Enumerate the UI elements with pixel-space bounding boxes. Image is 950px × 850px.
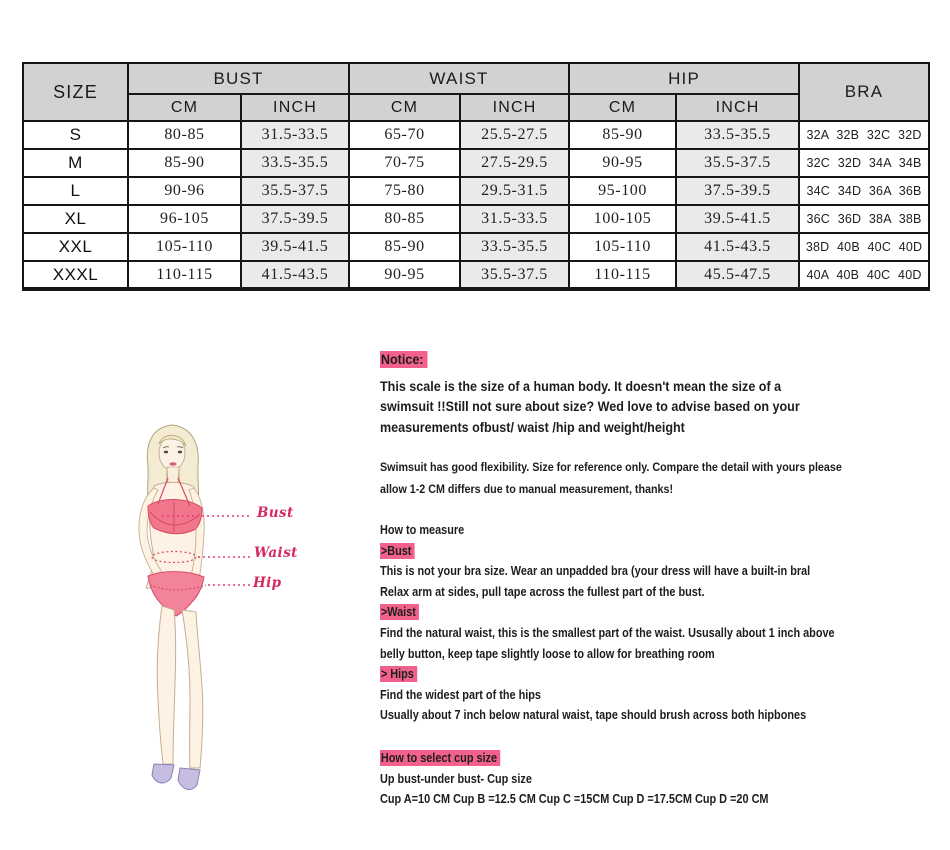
figure-lips [169,462,176,465]
bust-heading [380,541,835,562]
waist-figure-label: Waist [254,545,298,561]
waist-cm-cell: 70-75 [349,149,460,177]
hip-cm-cell: 105-110 [569,233,676,261]
waist-cm-cell: 85-90 [349,233,460,261]
waist-cm-cell: 80-85 [349,205,460,233]
measurement-figure-illustration [112,420,348,820]
bust-inch-cell: 37.5-39.5 [241,205,349,233]
hip-cm-cell: 100-105 [569,205,676,233]
waist-inch-cell: 25.5-27.5 [460,121,569,149]
bra-header: BRA [799,63,929,121]
waist-cm-cell: 75-80 [349,177,460,205]
cup-size-line: Up bust-under bust- Cup size [380,771,532,786]
bust-header: BUST [128,63,349,94]
hips-heading [380,664,835,685]
size-chart-table [22,62,930,291]
table-row [23,177,929,205]
hip-cm-cell: 110-115 [569,261,676,289]
header-sub-row [23,94,929,121]
table-row [23,205,929,233]
hip-header: HIP [569,63,799,94]
waist-cm-header: CM [349,94,460,121]
table-row [23,121,929,149]
bra-cell: 40A 40B 40C 40D [799,261,929,289]
waist-instruction-line: Find the natural waist, this is the smallest part of the waist. Ususally about 1 inch above [380,625,835,640]
flexibility-section [380,457,914,500]
waist-inch-cell: 29.5-31.5 [460,177,569,205]
hip-cm-header: CM [569,94,676,121]
flexibility-line: Swimsuit has good flexibility. Size for reference only. Compare the detail with yours please [380,460,842,474]
figure-shoe-right [178,768,200,790]
bra-cell: 32C 32D 34A 34B [799,149,929,177]
waist-inch-cell: 31.5-33.5 [460,205,569,233]
waist-cm-cell: 90-95 [349,261,460,289]
bust-figure-label: Bust [257,505,294,521]
flexibility-line: allow 1-2 CM differs due to manual measurement, thanks! [380,481,674,496]
notice-line: swimsuit !!Still not sure about size? Wed love to advise based on your [380,399,800,415]
notice-line: This scale is the size of a human body. It doesn't mean the size of a [380,378,782,394]
hips-heading-highlight: > Hips [380,666,417,682]
hip-figure-label: Hip [253,575,282,591]
bust-inch-cell: 39.5-41.5 [241,233,349,261]
hip-inch-cell: 41.5-43.5 [676,233,799,261]
figure-neck [167,467,179,483]
bust-cm-cell: 110-115 [128,261,241,289]
hip-inch-cell: 33.5-35.5 [676,121,799,149]
table-row [23,233,929,261]
bust-inch-cell: 41.5-43.5 [241,261,349,289]
figure-bikini-bottom [148,572,204,616]
waist-inch-cell: 27.5-29.5 [460,149,569,177]
waist-inch-cell: 35.5-37.5 [460,261,569,289]
bust-heading-highlight: >Bust [380,543,415,559]
hip-inch-cell: 45.5-47.5 [676,261,799,289]
size-cell: XL [23,205,128,233]
table-row [23,261,929,289]
bust-cm-cell: 96-105 [128,205,241,233]
bust-inch-cell: 35.5-37.5 [241,177,349,205]
hip-inch-cell: 35.5-37.5 [676,149,799,177]
notice-title [380,350,800,371]
bust-cm-cell: 85-90 [128,149,241,177]
notice-section [380,350,831,438]
cup-size-heading [380,748,769,769]
waist-header: WAIST [349,63,569,94]
hip-cm-cell: 85-90 [569,121,676,149]
size-cell: M [23,149,128,177]
bra-cell: 36C 36D 38A 38B [799,205,929,233]
bra-cell: 32A 32B 32C 32D [799,121,929,149]
bust-cm-header: CM [128,94,241,121]
bust-inch-cell: 31.5-33.5 [241,121,349,149]
bra-cell: 38D 40B 40C 40D [799,233,929,261]
notice-line: measurements ofbust/ waist /hip and weight/height [380,419,685,435]
figure-leg-left [157,606,175,764]
size-cell: XXXL [23,261,128,289]
how-to-measure-section [380,520,906,726]
cup-size-line: Cup A=10 CM Cup B =12.5 CM Cup C =15CM Cup D =17.5CM Cup D =20 CM [380,792,769,807]
waist-cm-cell: 65-70 [349,121,460,149]
bra-cell: 34C 34D 36A 36B [799,177,929,205]
hip-cm-cell: 95-100 [569,177,676,205]
size-cell: XXL [23,233,128,261]
hip-inch-header: INCH [676,94,799,121]
bust-cm-cell: 80-85 [128,121,241,149]
size-cell: S [23,121,128,149]
hip-inch-cell: 37.5-39.5 [676,177,799,205]
hips-instruction-line: Usually about 7 inch below natural waist, tape should brush across both hipbones [380,708,807,723]
bust-inch-header: INCH [241,94,349,121]
hips-instruction-line: Find the widest part of the hips [380,687,541,702]
hip-inch-cell: 39.5-41.5 [676,205,799,233]
notice-title-highlight: Notice: [380,351,427,368]
hip-cm-cell: 90-95 [569,149,676,177]
bust-inch-cell: 33.5-35.5 [241,149,349,177]
waist-inch-header: INCH [460,94,569,121]
figure-eye-left [164,451,168,454]
header-group-row [23,63,929,94]
bust-cm-cell: 105-110 [128,233,241,261]
cup-size-heading-highlight: How to select cup size [380,750,501,766]
bust-instruction-line: This is not your bra size. Wear an unpadded bra (your dress will have a built-in bral [380,564,811,579]
figure-shoe-left [152,764,174,783]
waist-heading [380,602,835,623]
bust-instruction-line: Relax arm at sides, pull tape across the fullest part of the bust. [380,584,705,599]
bust-cm-cell: 90-96 [128,177,241,205]
figure-eye-right [178,451,182,454]
cup-size-section [380,748,829,810]
figure-leg-right [182,610,203,768]
size-cell: L [23,177,128,205]
waist-instruction-line: belly button, keep tape slightly loose to allow for breathing room [380,646,715,661]
waist-heading-highlight: >Waist [380,604,419,620]
table-row [23,149,929,177]
how-to-measure-title: How to measure [380,523,465,537]
waist-inch-cell: 33.5-35.5 [460,233,569,261]
size-header: SIZE [23,63,128,121]
